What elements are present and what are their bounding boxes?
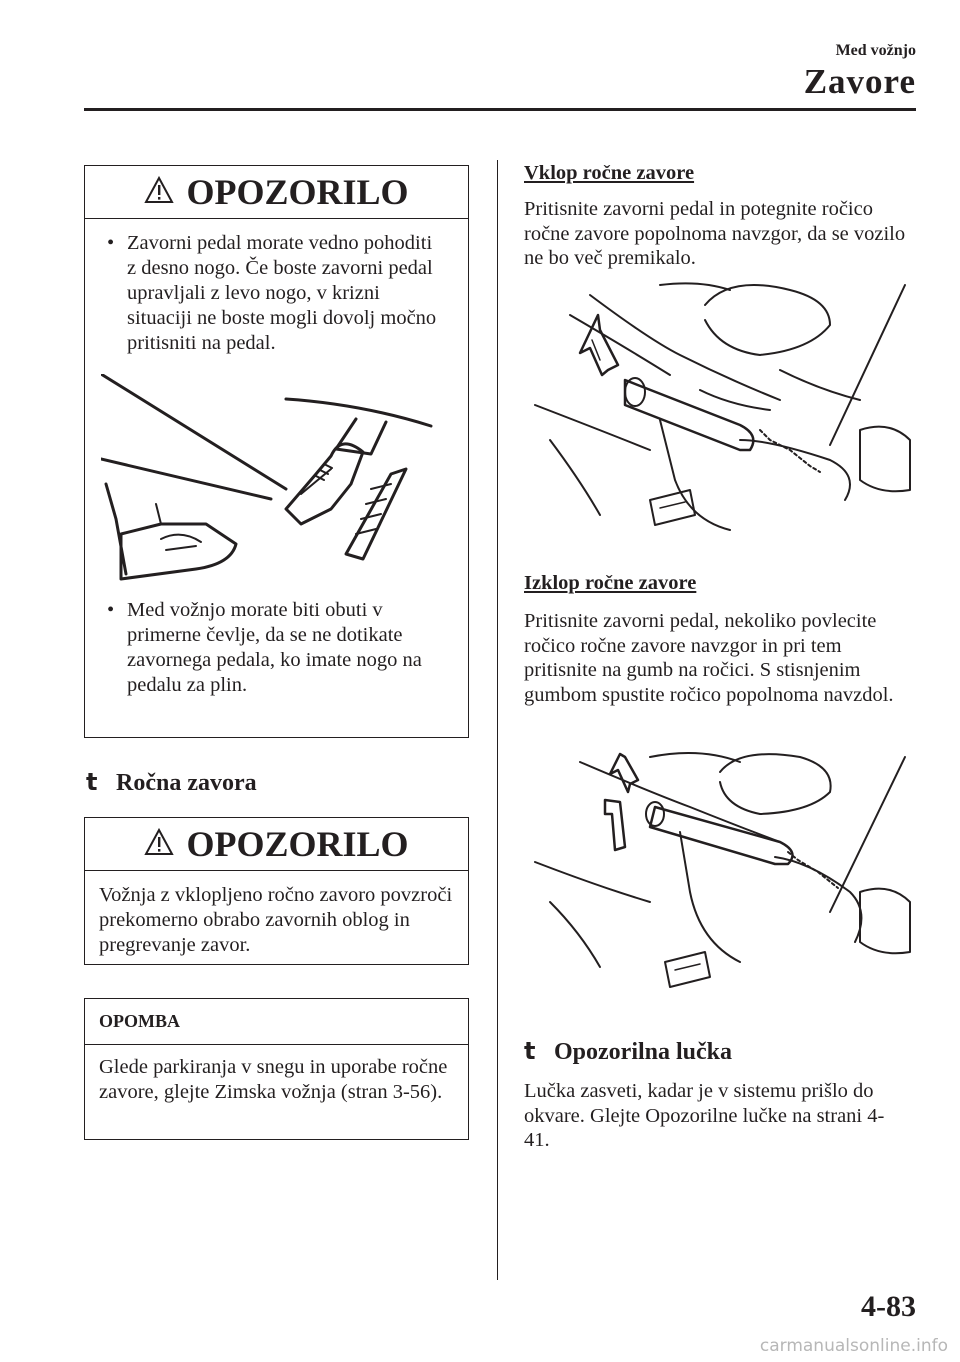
release-text: Pritisnite zavorni pedal, nekoliko povlecite ročico ročne zavore navzgor in pri tem pritisnite na gumb na ročici. S stisnjenim gumbom spustite ročico popolnoma navzdol. (524, 610, 894, 706)
section-heading-warning-light (524, 1037, 732, 1066)
warning-bullet (107, 598, 446, 698)
apply-handbrake-illustration (530, 280, 915, 555)
section-title: Zavore (803, 62, 916, 101)
apply-text: Pritisnite zavorni pedal in potegnite ročico ročne zavore popolnoma navzgor, da se vozilo ne bo več premikalo. (524, 198, 906, 269)
bullet-dot: • (107, 232, 115, 254)
warning-triangle-icon (144, 171, 174, 213)
warning-header (85, 818, 468, 871)
warning-bullet (107, 231, 446, 356)
warning-title: OPOZORILO (186, 172, 409, 212)
warning-light-text: Lučka zasveti, kadar je v sistemu prišlo do okvare. Glejte Opozorilne lučke na strani 4-41. (524, 1080, 885, 1151)
column-divider (497, 160, 498, 1280)
section-heading-parking-brake (86, 768, 257, 797)
heading-marker: t (86, 768, 98, 796)
heading-marker: t (524, 1037, 536, 1065)
warning-bullet-text: Zavorni pedal morate vedno pohoditi z desno nogo. Če boste zavorni pedal upravljali z levo nogo, v krizni situaciji ne boste mogli dovolj močno pritisniti na pedal. (127, 232, 437, 354)
note-box (84, 998, 469, 1140)
warning-triangle-icon (144, 823, 174, 865)
warning-header (85, 166, 468, 219)
section-subtitle: Med vožnjo (835, 42, 916, 59)
warning-title: OPOZORILO (186, 824, 409, 864)
heading-text: Opozorilna lučka (554, 1039, 733, 1065)
release-handbrake-illustration (530, 752, 915, 1027)
warning-box-parking (84, 817, 469, 965)
note-title: OPOMBA (85, 999, 468, 1045)
watermark: carmanualsonline.info (759, 1336, 948, 1356)
note-text: Glede parkiranja v snegu in uporabe ročne zavore, glejte Zimska vožnja (stran 3-56). (99, 1056, 448, 1103)
warning-box-pedal (84, 165, 469, 738)
heading-text: Ročna zavora (116, 770, 257, 796)
warning-bullet-text: Med vožnjo morate biti obuti v primerne čevlje, da se ne dotikate zavornega pedala, ko imate nogo na pedalu za plin. (127, 599, 422, 696)
page-number: 4-83 (861, 1290, 916, 1323)
foot-on-pedal-illustration (101, 374, 446, 584)
release-heading: Izklop ročne zavore (524, 572, 697, 594)
header-rule (84, 108, 916, 111)
warning-text: Vožnja z vklopljeno ročno zavoro povzroči prekomerno obrabo zavornih oblog in pregrevanje zavor. (99, 884, 453, 956)
apply-heading: Vklop ročne zavore (524, 162, 695, 184)
bullet-dot: • (107, 599, 115, 621)
